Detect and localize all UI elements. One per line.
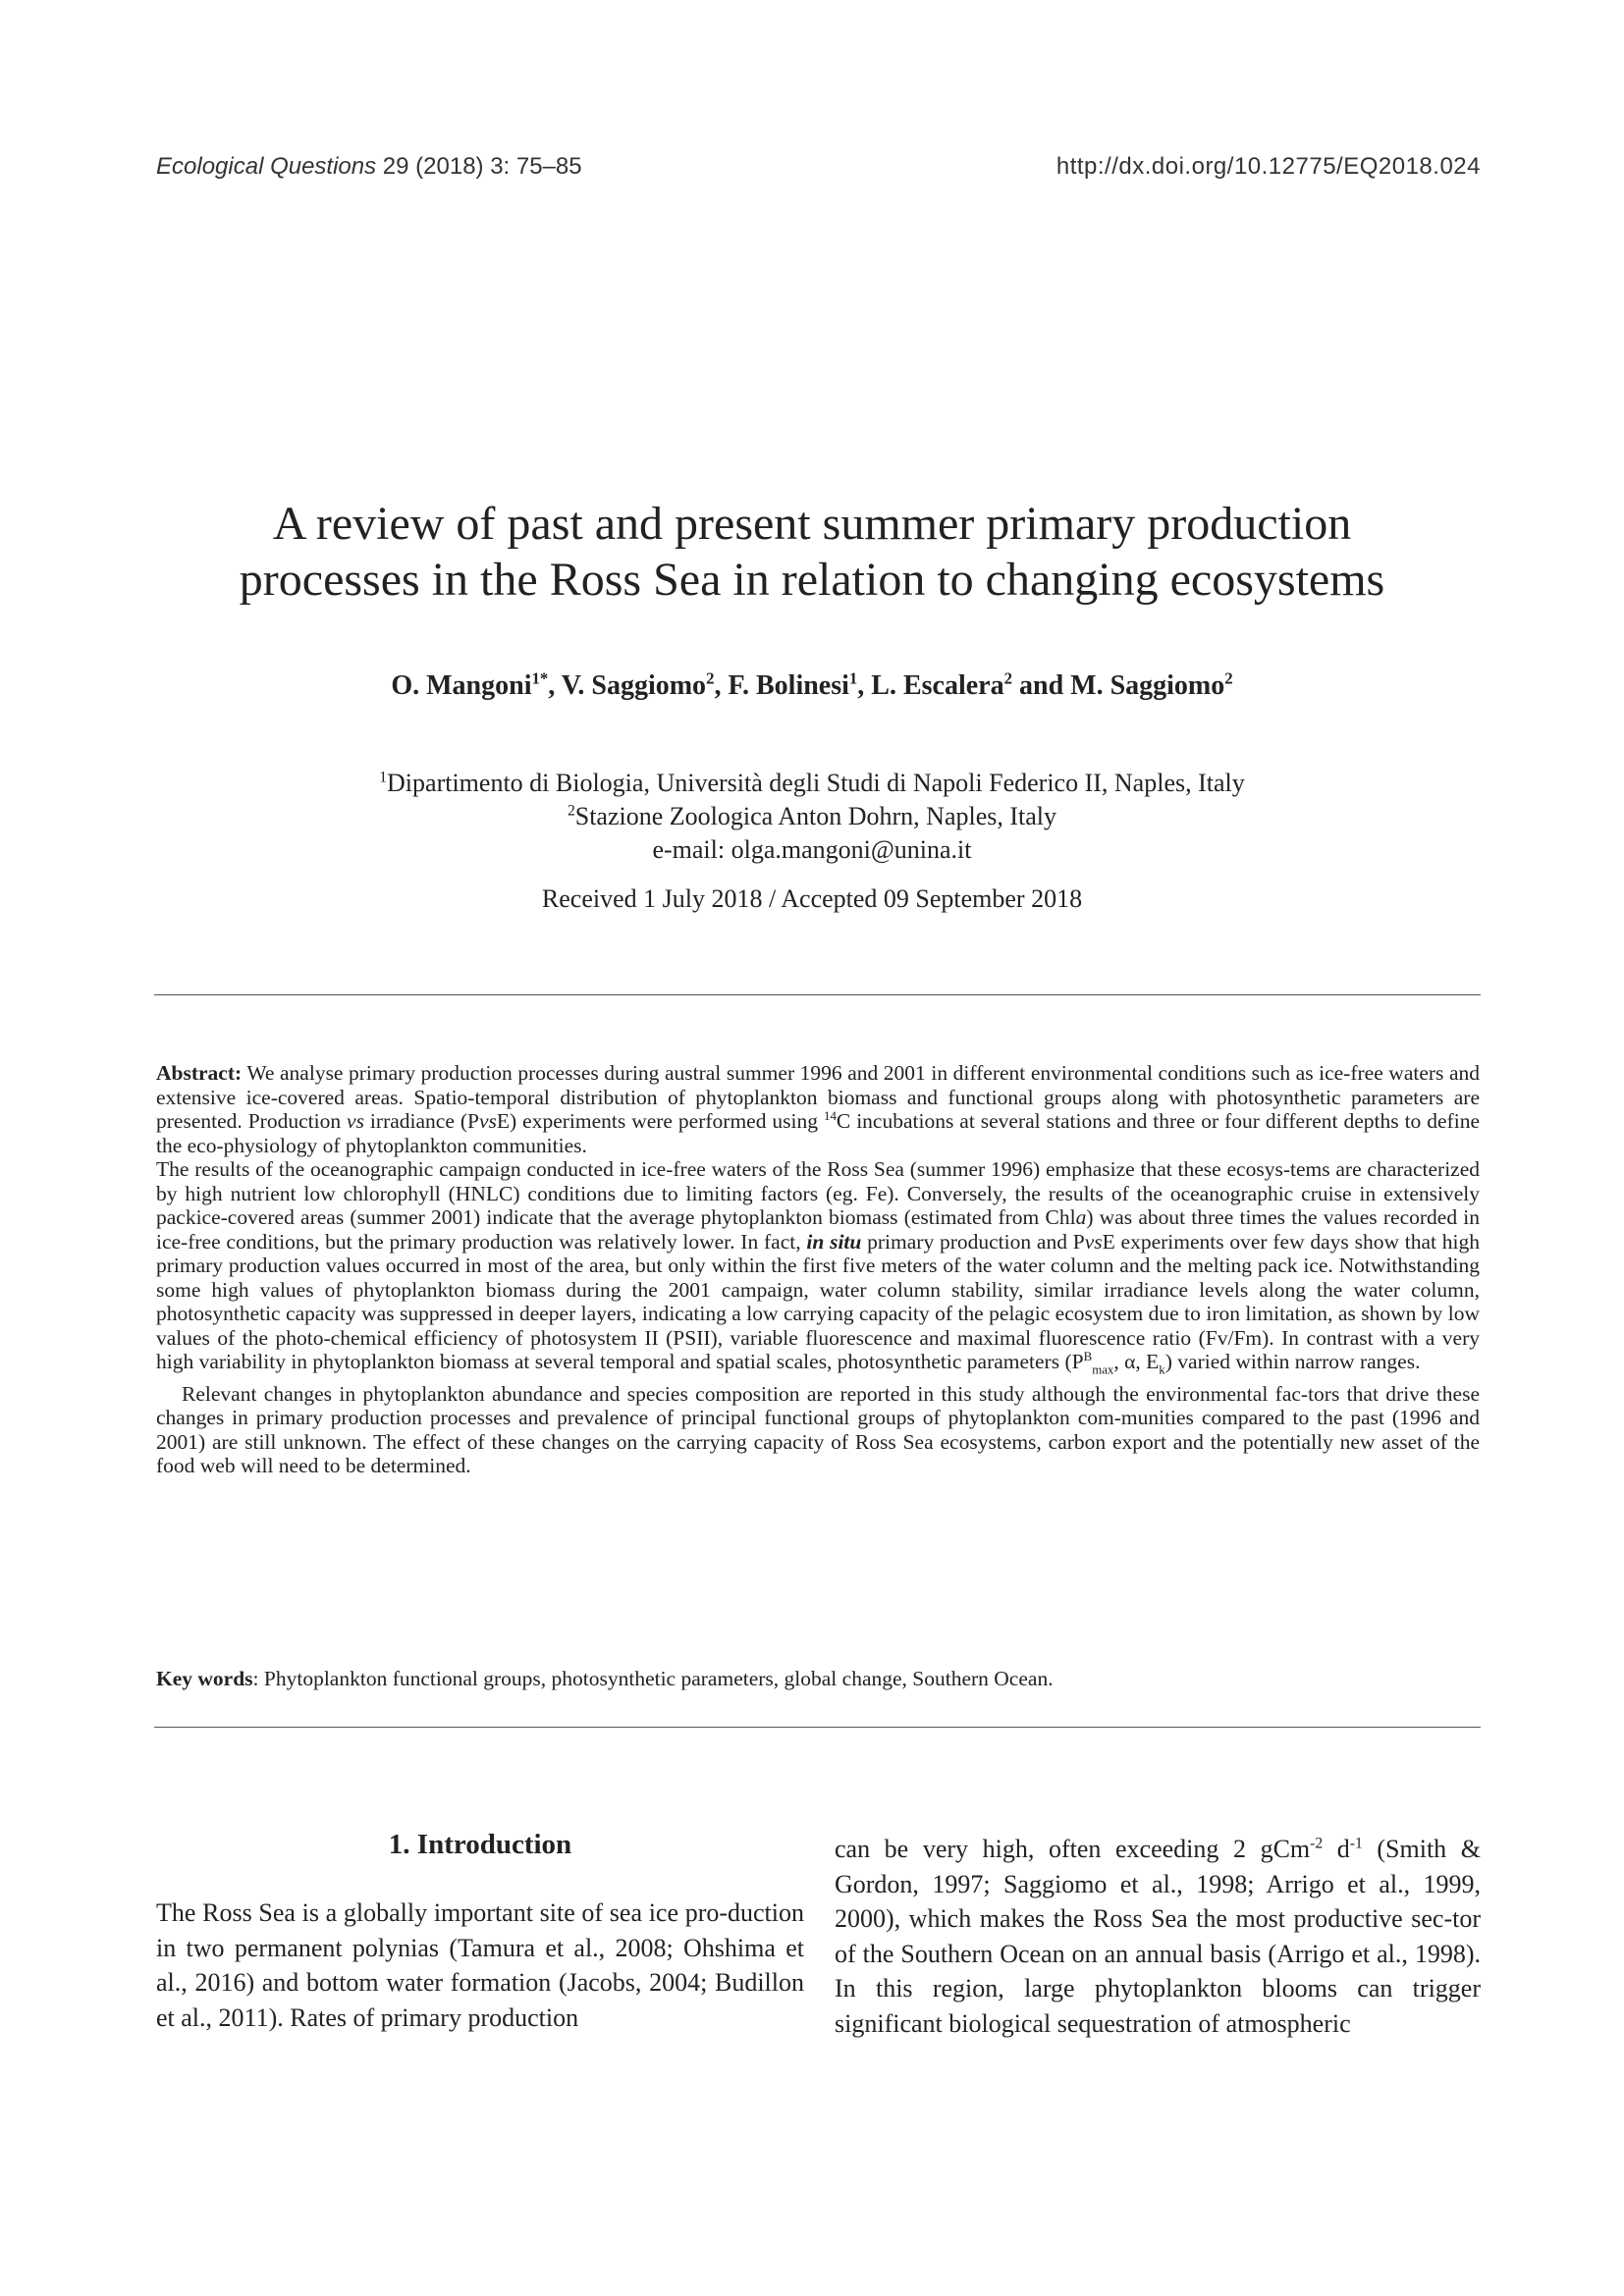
running-header-citation [156, 153, 582, 181]
abstract-paragraph-1: Abstract: We analyse primary production processes during austral summer 1996 and 2001 in different environmental conditions such as ice-free waters and extensive ice-covered areas. Spatio-temporal distribution of phytoplankton biomass and functional groups along with photosynthetic parameters are presented. Production vs irradiance (PvsE) experiments were performed using $^{14}$C incubations at several stations and three or four different depths to define the eco-physiology of phytoplankton communities. [156, 1061, 1480, 1157]
affiliation-2: $^2$Stazione Zoologica Anton Dohrn, Naples, Italy [567, 802, 1057, 830]
author: L. Escalera$^2$ [871, 668, 1012, 701]
introduction-column-right: can be very high, often exceeding 2 gCm$^{-2}$ $d^{-1}$ (Smith & Gordon, 1997; Saggiomo et al., 1998; Arrigo et al., 1999, 2000), which makes the Ross Sea the most productive sec-tor of the Southern Ocean on an annual basis (Arrigo et al., 1998). In this region, large phytoplankton blooms can trigger significant biological sequestration of atmospheric [835, 1835, 1482, 2038]
author-affiliation-mark: 2 [706, 668, 715, 688]
corresponding-email[interactable]: e-mail: olga.mangoni@unina.it [652, 835, 972, 864]
author-affiliation-mark: 2 [1224, 668, 1233, 688]
journal-name: Ecological Questions [156, 153, 377, 180]
author-affiliation-mark: 2 [1003, 668, 1012, 688]
divider-bottom [154, 1727, 1481, 1728]
keywords [156, 1667, 1480, 1691]
abstract-label: Abstract: [156, 1061, 243, 1085]
author: M. Saggiomo$^2$ [1070, 668, 1233, 701]
author-affiliation-mark: 1 [848, 668, 858, 688]
introduction-column-left: The Ross Sea is a globally important site of sea ice pro-duction in two permanent polynias (Tamura et al., 2008; Ohshima et al., 2016) and bottom water formation (Jacobs, 2004; Budillon et al., 2011). Rates of primary production [156, 1898, 804, 2032]
author-affiliation-mark: 1* [531, 668, 549, 688]
title-line-1: A review of past and present summer primary production [272, 498, 1352, 550]
abstract-paragraph-2: The results of the oceanographic campaign conducted in ice-free waters of the Ross Sea (summer 1996) emphasize that these ecosys-tems are characterized by high nutrient low chlorophyll (HNLC) conditions due to limiting factors (eg. Fe). Conversely, the results of the oceanographic cruise in extensively packice-covered areas (summer 2001) indicate that the average phytoplankton biomass (estimated from Chla) was about three times the values recorded in ice-free conditions, but the primary production was relatively lower. In fact, in situ primary production and PvsE experiments over few days show that high primary production values occurred in most of the area, but only within the first five meters of the water column and the melting pack ice. Notwithstanding some high values of phytoplankton biomass during the 2001 campaign, water column stability, similar irradiance levels along the water column, photosynthetic capacity was suppressed in deeper layers, indicating a low carrying capacity of the pelagic ecosystem due to iron limitation, as shown by low values of the photo-chemical efficiency of photosystem II (PSII), variable fluorescence and maximal fluorescence ratio (Fv/Fm). In contrast with a very high variability in phytoplankton biomass at several temporal and spatial scales, photosynthetic parameters ($P^B_{max}$, α, $E_k$) varied within narrow ranges. [156, 1157, 1480, 1377]
received-accepted-dates: Received 1 July 2018 / Accepted 09 September 2018 [541, 884, 1083, 913]
doi-link[interactable]: http://dx.doi.org/10.12775/EQ2018.024 [1056, 153, 1481, 180]
divider-top [154, 994, 1481, 995]
paper-title [157, 496, 1467, 608]
journal-volume-pages: 29 (2018) 3: 75–85 [376, 153, 582, 180]
abstract [156, 1061, 1480, 1478]
author: F. Bolinesi$^1$ [728, 668, 858, 701]
section-heading-introduction: 1. Introduction [388, 1829, 572, 1860]
affiliations [157, 767, 1467, 867]
author: V. Saggiomo$^2$ [561, 668, 715, 701]
keywords-text: : Phytoplankton functional groups, photosynthetic parameters, global change, Southern Ocean. [252, 1667, 1054, 1690]
abstract-paragraph-3: Relevant changes in phytoplankton abundance and species composition are reported in this study although the environmental fac-tors that drive these changes in primary production processes and prevalence of principal functional groups of phytoplankton com-munities compared to the past (1996 and 2001) are still unknown. The effect of these changes on the carrying capacity of Ross Sea ecosystems, carbon export and the potentially new asset of the food web will need to be determined. [156, 1381, 1480, 1477]
author: O. Mangoni$^{1*}$ [391, 668, 549, 701]
keywords-label: Key words [156, 1667, 253, 1690]
title-line-2: processes in the Ross Sea in relation to changing ecosystems [239, 554, 1385, 606]
affiliation-1: $^1$Dipartimento di Biologia, Università degli Studi di Napoli Federico II, Naples, Italy [379, 769, 1245, 797]
author-list: O. Mangoni$^{1*}$, V. Saggiomo$^2$, F. Bolinesi$^1$, L. Escalera$^2$ and M. Saggiomo$^2$ [391, 668, 1233, 701]
